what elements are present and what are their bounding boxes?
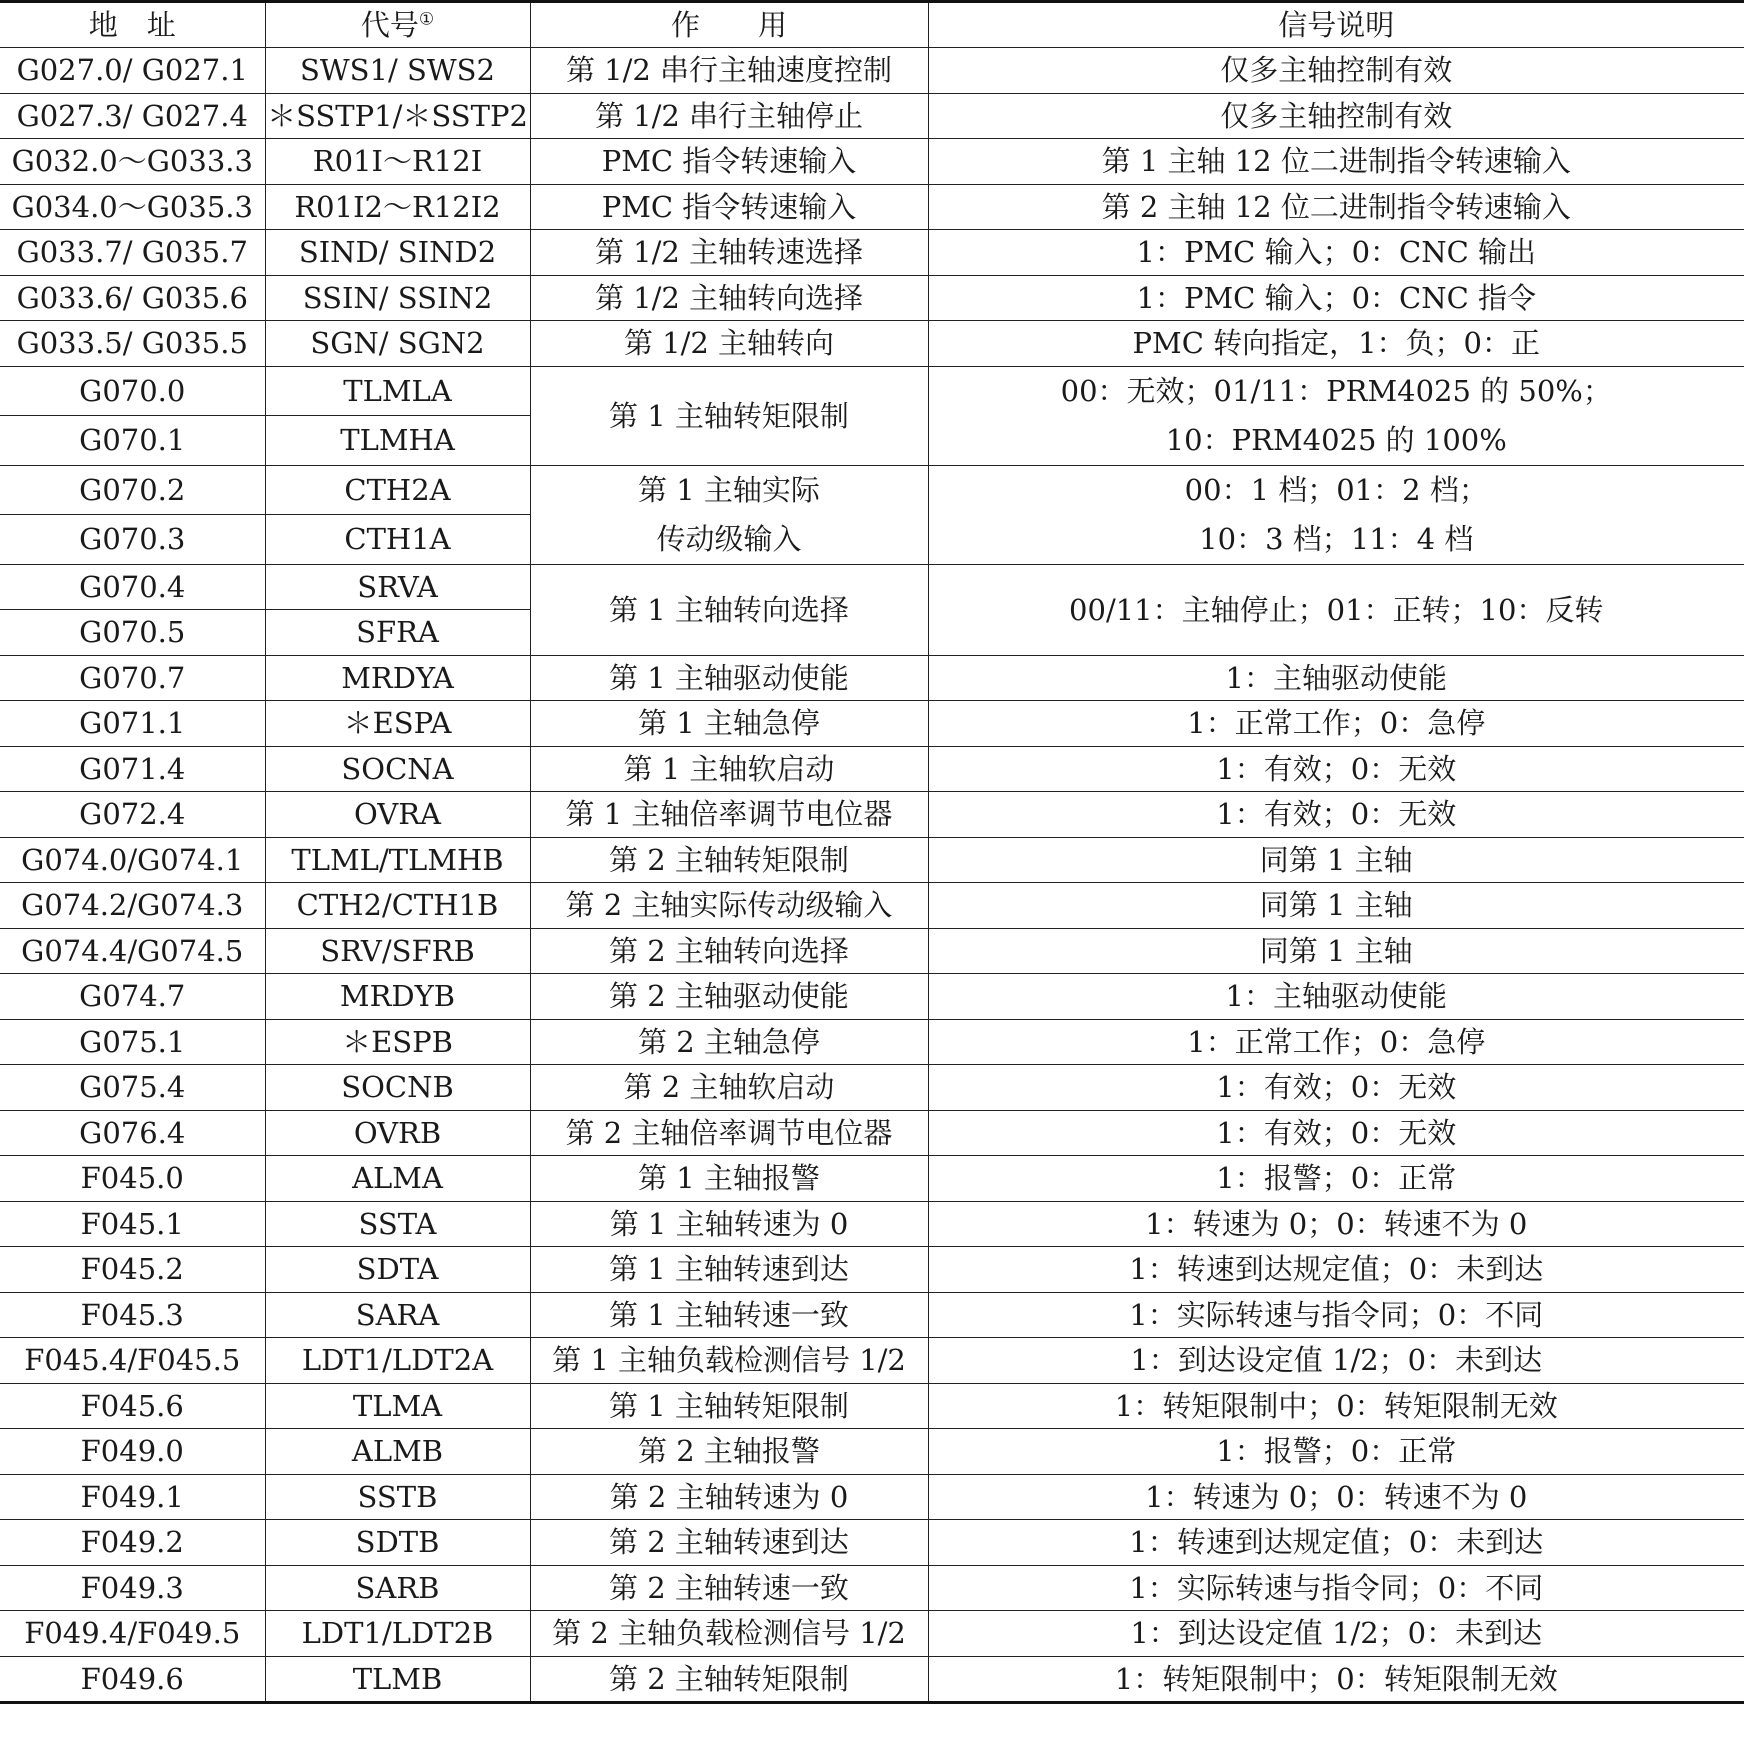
header-address: 地 址 [0, 2, 265, 48]
function-cell: 第 2 主轴急停 [530, 1019, 928, 1065]
table-row [0, 1201, 1744, 1247]
function-cell: 第 1/2 主轴转速选择 [530, 230, 928, 276]
table-row [0, 1338, 1744, 1384]
code-cell: SIND/ SIND2 [265, 230, 530, 276]
function-cell: 第 2 主轴转速一致 [530, 1565, 928, 1611]
table-row [0, 184, 1744, 230]
description-cell: 1：有效；0：无效 [928, 1065, 1744, 1111]
address-cell: F045.2 [0, 1247, 265, 1293]
description-cell: 第 2 主轴 12 位二进制指令转速输入 [928, 184, 1744, 230]
function-cell: 第 1 主轴转速到达 [530, 1247, 928, 1293]
description-cell: 1：转速为 0；0：转速不为 0 [928, 1201, 1744, 1247]
description-cell: 1：有效；0：无效 [928, 792, 1744, 838]
code-cell: R01I2～R12I2 [265, 184, 530, 230]
address-cell: G070.3 [0, 515, 265, 565]
address-cell: G072.4 [0, 792, 265, 838]
address-cell: F045.4/F045.5 [0, 1338, 265, 1384]
table-row [0, 366, 1744, 416]
function-cell: 第 1 主轴驱动使能 [530, 655, 928, 701]
code-cell: SWS1/ SWS2 [265, 48, 530, 94]
address-cell: G071.1 [0, 701, 265, 747]
function-cell: 第 1/2 串行主轴速度控制 [530, 48, 928, 94]
code-cell: TLMHA [265, 416, 530, 466]
function-cell: 第 1 主轴软启动 [530, 746, 928, 792]
function-cell: 第 1/2 主轴转向 [530, 321, 928, 367]
description-cell: 1：PMC 输入；0：CNC 指令 [928, 275, 1744, 321]
table-row [0, 1565, 1744, 1611]
description-cell: 1：实际转速与指令同；0：不同 [928, 1292, 1744, 1338]
code-cell: TLMB [265, 1656, 530, 1703]
description-cell [928, 465, 1744, 564]
description-cell: 同第 1 主轴 [928, 928, 1744, 974]
code-cell: SDTA [265, 1247, 530, 1293]
table-row [0, 1474, 1744, 1520]
address-cell: G034.0～G035.3 [0, 184, 265, 230]
address-cell: G074.0/G074.1 [0, 837, 265, 883]
address-cell: G070.2 [0, 465, 265, 515]
code-cell: LDT1/LDT2A [265, 1338, 530, 1384]
code-cell: CTH2/CTH1B [265, 883, 530, 929]
description-cell: 1：转矩限制中；0：转矩限制无效 [928, 1383, 1744, 1429]
address-cell: G032.0～G033.3 [0, 139, 265, 185]
address-cell: G074.7 [0, 974, 265, 1020]
address-cell: G075.1 [0, 1019, 265, 1065]
code-cell: MRDYB [265, 974, 530, 1020]
code-cell: SARB [265, 1565, 530, 1611]
function-cell: 第 1 主轴倍率调节电位器 [530, 792, 928, 838]
address-cell: G033.7/ G035.7 [0, 230, 265, 276]
address-cell: G033.5/ G035.5 [0, 321, 265, 367]
description-cell: 1：到达设定值 1/2；0：未到达 [928, 1611, 1744, 1657]
code-cell: ＊ESPA [265, 701, 530, 747]
description-cell: 1：主轴驱动使能 [928, 974, 1744, 1020]
description-line: 10：3 档；11：4 档 [1199, 521, 1474, 556]
description-cell: 1：主轴驱动使能 [928, 655, 1744, 701]
function-cell: 第 1 主轴急停 [530, 701, 928, 747]
description-line: 00：无效；01/11：PRM4025 的 50%； [1060, 373, 1612, 408]
code-cell: SRV/SFRB [265, 928, 530, 974]
description-cell: 1：实际转速与指令同；0：不同 [928, 1565, 1744, 1611]
function-cell: 第 2 主轴报警 [530, 1429, 928, 1475]
address-cell: F049.4/F049.5 [0, 1611, 265, 1657]
address-cell: G027.0/ G027.1 [0, 48, 265, 94]
table-row [0, 1611, 1744, 1657]
address-cell: G070.4 [0, 564, 265, 610]
code-cell: LDT1/LDT2B [265, 1611, 530, 1657]
code-cell: SFRA [265, 610, 530, 656]
address-cell: F049.0 [0, 1429, 265, 1475]
function-cell: 第 2 主轴倍率调节电位器 [530, 1110, 928, 1156]
code-cell: OVRA [265, 792, 530, 838]
function-cell: 第 2 主轴实际传动级输入 [530, 883, 928, 929]
code-cell: SSTB [265, 1474, 530, 1520]
address-cell: F049.2 [0, 1520, 265, 1566]
function-cell: 第 1 主轴转矩限制 [530, 366, 928, 465]
description-cell: 1：到达设定值 1/2；0：未到达 [928, 1338, 1744, 1384]
address-cell: F045.1 [0, 1201, 265, 1247]
description-cell: 同第 1 主轴 [928, 883, 1744, 929]
table-row [0, 1656, 1744, 1703]
code-cell: R01I～R12I [265, 139, 530, 185]
function-cell: 第 1 主轴转向选择 [530, 564, 928, 655]
code-cell: ＊SSTP1/＊SSTP2 [265, 93, 530, 139]
table-row [0, 928, 1744, 974]
address-cell: G074.4/G074.5 [0, 928, 265, 974]
code-cell: TLMLA [265, 366, 530, 416]
function-cell: 第 1 主轴转矩限制 [530, 1383, 928, 1429]
table-row [0, 701, 1744, 747]
description-line: 10：PRM4025 的 100% [1165, 422, 1507, 457]
address-cell: G075.4 [0, 1065, 265, 1111]
function-cell: 第 2 主轴转向选择 [530, 928, 928, 974]
description-cell: 仅多主轴控制有效 [928, 48, 1744, 94]
table-row [0, 1156, 1744, 1202]
description-cell: 1：转速为 0；0：转速不为 0 [928, 1474, 1744, 1520]
code-cell: ＊ESPB [265, 1019, 530, 1065]
function-cell: 第 2 主轴转速为 0 [530, 1474, 928, 1520]
address-cell: G076.4 [0, 1110, 265, 1156]
table-row [0, 1292, 1744, 1338]
table-row [0, 93, 1744, 139]
table-row [0, 1247, 1744, 1293]
description-cell: PMC 转向指定，1：负；0：正 [928, 321, 1744, 367]
address-cell: G070.7 [0, 655, 265, 701]
description-cell: 1：正常工作；0：急停 [928, 701, 1744, 747]
description-cell: 1：有效；0：无效 [928, 1110, 1744, 1156]
header-code [265, 2, 530, 48]
description-cell: 1：转速到达规定值；0：未到达 [928, 1520, 1744, 1566]
table-row [0, 746, 1744, 792]
address-cell: G071.4 [0, 746, 265, 792]
description-cell: 00/11：主轴停止；01：正转；10：反转 [928, 564, 1744, 655]
code-cell: SRVA [265, 564, 530, 610]
table-row [0, 139, 1744, 185]
code-cell: TLML/TLMHB [265, 837, 530, 883]
address-cell: F049.1 [0, 1474, 265, 1520]
function-cell: 第 1 主轴报警 [530, 1156, 928, 1202]
table-row [0, 1019, 1744, 1065]
table-row [0, 1110, 1744, 1156]
table-row [0, 321, 1744, 367]
header-function: 作 用 [530, 2, 928, 48]
table-row [0, 465, 1744, 515]
function-cell: 第 1 主轴转速一致 [530, 1292, 928, 1338]
address-cell: G070.0 [0, 366, 265, 416]
table-row [0, 1383, 1744, 1429]
code-cell: OVRB [265, 1110, 530, 1156]
address-cell: G027.3/ G027.4 [0, 93, 265, 139]
code-cell: ALMB [265, 1429, 530, 1475]
code-cell: SARA [265, 1292, 530, 1338]
address-cell: F045.6 [0, 1383, 265, 1429]
description-cell [928, 366, 1744, 465]
code-cell: ALMA [265, 1156, 530, 1202]
function-line: 第 1 主轴实际 [638, 472, 820, 507]
description-cell: 1：报警；0：正常 [928, 1429, 1744, 1475]
description-cell: 1：报警；0：正常 [928, 1156, 1744, 1202]
table-row [0, 1065, 1744, 1111]
code-cell: MRDYA [265, 655, 530, 701]
table-row [0, 1520, 1744, 1566]
code-cell: SSIN/ SSIN2 [265, 275, 530, 321]
table-row [0, 230, 1744, 276]
address-cell: F045.0 [0, 1156, 265, 1202]
code-cell: SOCNB [265, 1065, 530, 1111]
code-cell: SGN/ SGN2 [265, 321, 530, 367]
code-cell: TLMA [265, 1383, 530, 1429]
function-cell: 第 2 主轴转矩限制 [530, 1656, 928, 1703]
address-cell: G033.6/ G035.6 [0, 275, 265, 321]
code-cell: SSTA [265, 1201, 530, 1247]
function-cell: 第 1/2 串行主轴停止 [530, 93, 928, 139]
function-cell: 第 2 主轴负载检测信号 1/2 [530, 1611, 928, 1657]
address-cell: G070.1 [0, 416, 265, 466]
table-row [0, 792, 1744, 838]
function-cell: 第 2 主轴转矩限制 [530, 837, 928, 883]
address-cell: F045.3 [0, 1292, 265, 1338]
description-cell: 同第 1 主轴 [928, 837, 1744, 883]
table-header-row [0, 2, 1744, 48]
address-cell: F049.3 [0, 1565, 265, 1611]
description-cell: 第 1 主轴 12 位二进制指令转速输入 [928, 139, 1744, 185]
table-row [0, 655, 1744, 701]
code-cell: SOCNA [265, 746, 530, 792]
description-cell: 1：PMC 输入；0：CNC 输出 [928, 230, 1744, 276]
function-cell: 第 1 主轴负载检测信号 1/2 [530, 1338, 928, 1384]
function-cell: 第 2 主轴驱动使能 [530, 974, 928, 1020]
description-line: 00：1 档；01：2 档； [1184, 472, 1488, 507]
function-line: 传动级输入 [656, 521, 802, 556]
table-row [0, 564, 1744, 610]
function-cell: 第 2 主轴转速到达 [530, 1520, 928, 1566]
table-row [0, 837, 1744, 883]
header-code-label: 代号 [360, 8, 419, 42]
address-cell: F049.6 [0, 1656, 265, 1703]
function-cell [530, 465, 928, 564]
function-cell: 第 1 主轴转速为 0 [530, 1201, 928, 1247]
function-cell: 第 1/2 主轴转向选择 [530, 275, 928, 321]
description-cell: 仅多主轴控制有效 [928, 93, 1744, 139]
description-cell: 1：转矩限制中；0：转矩限制无效 [928, 1656, 1744, 1703]
code-cell: CTH2A [265, 465, 530, 515]
description-cell: 1：转速到达规定值；0：未到达 [928, 1247, 1744, 1293]
function-cell: 第 2 主轴软启动 [530, 1065, 928, 1111]
description-cell: 1：正常工作；0：急停 [928, 1019, 1744, 1065]
code-cell: SDTB [265, 1520, 530, 1566]
code-cell: CTH1A [265, 515, 530, 565]
address-cell: G074.2/G074.3 [0, 883, 265, 929]
function-cell: PMC 指令转速输入 [530, 139, 928, 185]
function-cell: PMC 指令转速输入 [530, 184, 928, 230]
description-cell: 1：有效；0：无效 [928, 746, 1744, 792]
table-row [0, 1429, 1744, 1475]
table-row [0, 48, 1744, 94]
table-row [0, 275, 1744, 321]
table-row [0, 883, 1744, 929]
header-code-footnote-mark: ① [418, 9, 435, 30]
table-row [0, 974, 1744, 1020]
header-description: 信号说明 [928, 2, 1744, 48]
address-cell: G070.5 [0, 610, 265, 656]
